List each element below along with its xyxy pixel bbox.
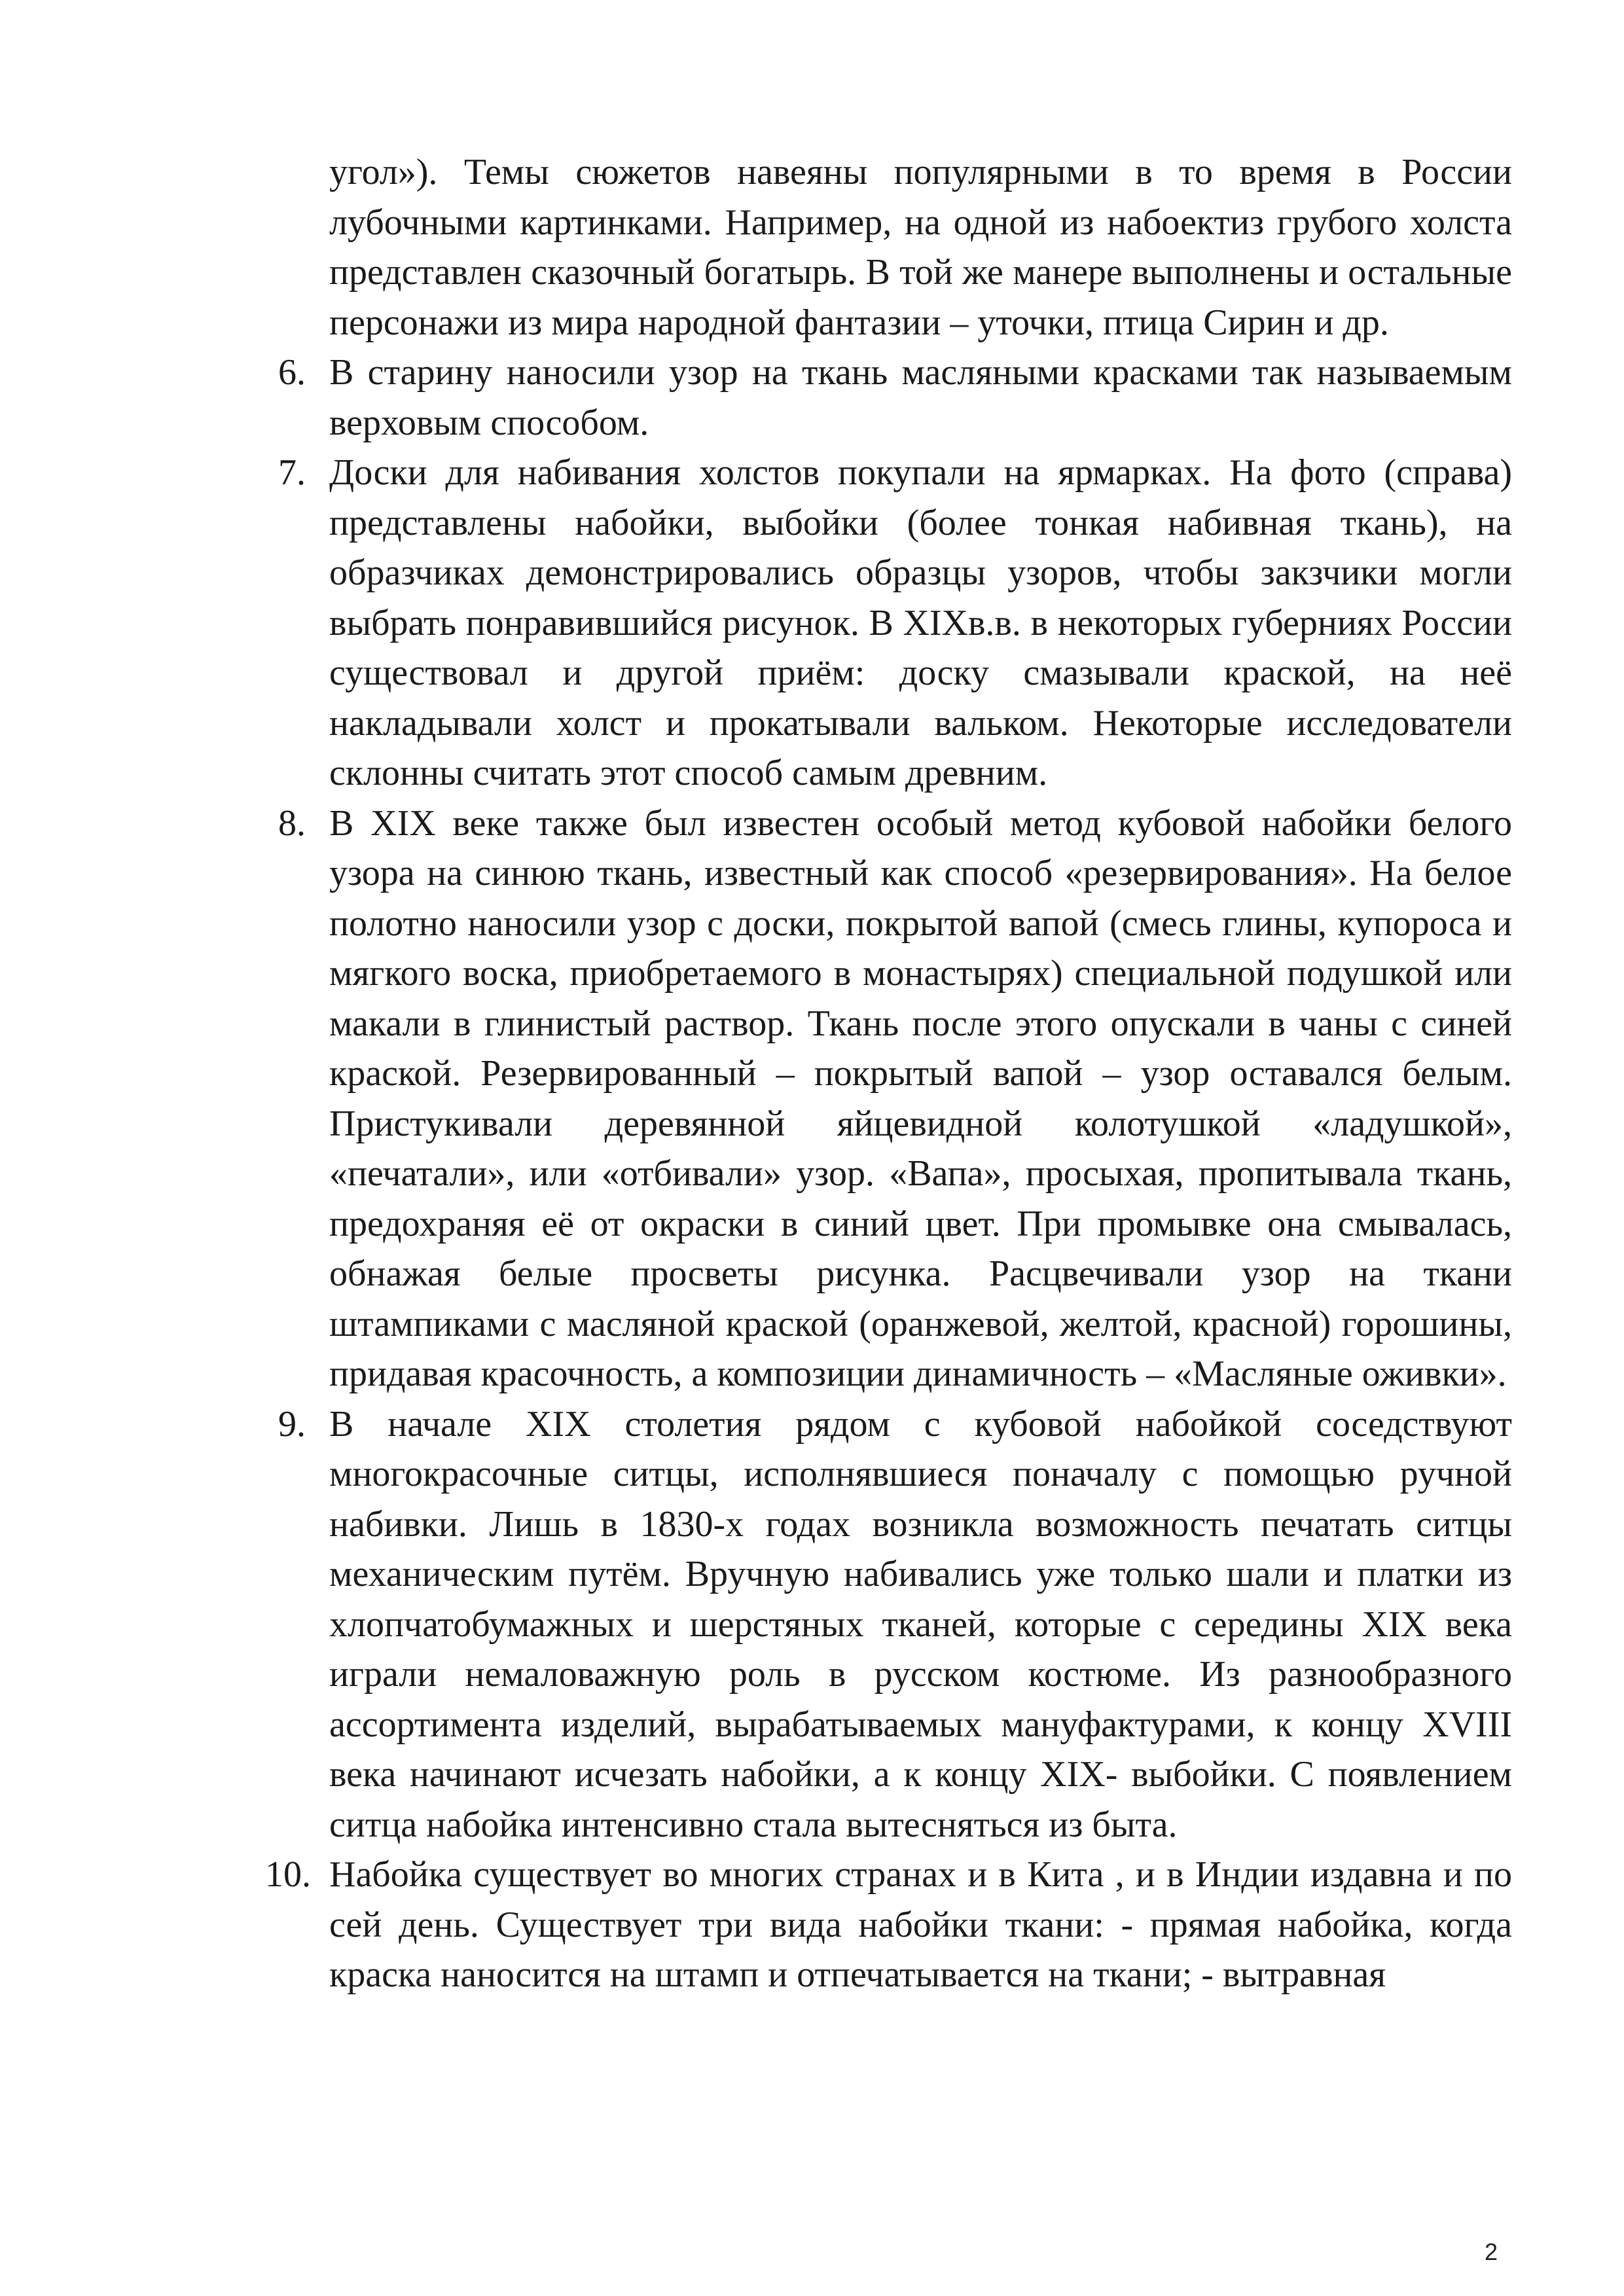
list-item-number: 8. [278, 802, 306, 844]
list-item [278, 798, 1512, 1399]
list-item-text: В XIX веке также был известен особый метод кубовой набойки белого узора на синюю ткань, известный как способ «резервирования». На белое полотно наносили узор с доски, покрытой вапой (смесь глины, купороса и мягкого воска, приобретаемого в монастырях) специальной подушкой или макали в глинистый раствор. Ткань после этого опускали в чаны с синей краской. Резервированный – покрытый вапой – узор оставался белым. Пристукивали деревянной яйцевидной колотушкой «ладушкой», «печатали», или «отбивали» узор. «Вапа», просыхая, пропитывала ткань, предохраняя её от окраски в синий цвет. При промывке она смывалась, обнажая белые просветы рисунка. Расцвечивали узор на ткани штампиками с масляной краской (оранжевой, желтой, красной) горошины, придавая красочность, а композиции динамичность – «Масляные оживки». [329, 802, 1512, 1394]
list-item-text: В начале XIX столетия рядом с кубовой набойкой соседствуют многокрасочные ситцы, исполнявшиеся поначалу с помощью ручной набивки. Лишь в 1830-х годах возникла возможность печатать ситцы механическим путём. Вручную набивались уже только шали и платки из хлопчатобумажных и шерстяных тканей, которые с середины XIX века играли немаловажную роль в русском костюме. Из разнообразного ассортимента изделий, вырабатываемых мануфактурами, к концу XVIII века начинают исчезать набойки, а к концу XIX- выбойки. С появлением ситца набойка интенсивно стала вытесняться из быта. [329, 1403, 1512, 1845]
list-item [278, 1399, 1512, 1850]
page-number: 2 [1485, 2238, 1498, 2265]
list-item-text: Набойка существует во многих странах и в Кита , и в Индии издавна и по сей день. Существует три вида набойки ткани: - прямая набойка, когда краска наносится на штамп и отпечатывается на ткани; - вытравная [329, 1854, 1512, 1995]
list-item-number: 10. [265, 1854, 311, 1895]
list-item-text: Доски для набивания холстов покупали на ярмарках. На фото (справа) представлены набойки, выбойки (более тонкая набивная ткань), на образчиках демонстрировались образцы узоров, чтобы закзчики могли выбрать понравившийся рисунок. В XIXв.в. в некоторых губерниях России существовал и другой приём: доску смазывали краской, на неё накладывали холст и прокатывали вальком. Некоторые исследователи склонны считать этот способ самым древним. [329, 452, 1512, 793]
list-item-number: 6. [278, 352, 306, 393]
list-item [278, 348, 1512, 448]
list-item [278, 448, 1512, 798]
list-item-number: 9. [278, 1403, 306, 1444]
list-item [265, 1850, 1512, 2000]
body-text [265, 147, 1512, 2000]
list-item-text: В старину наносили узор на ткань масляными красками так называемым верховым способом. [329, 352, 1512, 443]
list-item-number: 7. [278, 452, 306, 493]
continuation-paragraph: угол»). Темы сюжетов навеяны популярными в то время в России лубочными картинками. Например, на одной из набоектиз грубого холста представлен сказочный богатырь. В той же манере выполнены и остальные персонажи из мира народной фантазии – уточки, птица Сирин и др. [329, 152, 1512, 343]
